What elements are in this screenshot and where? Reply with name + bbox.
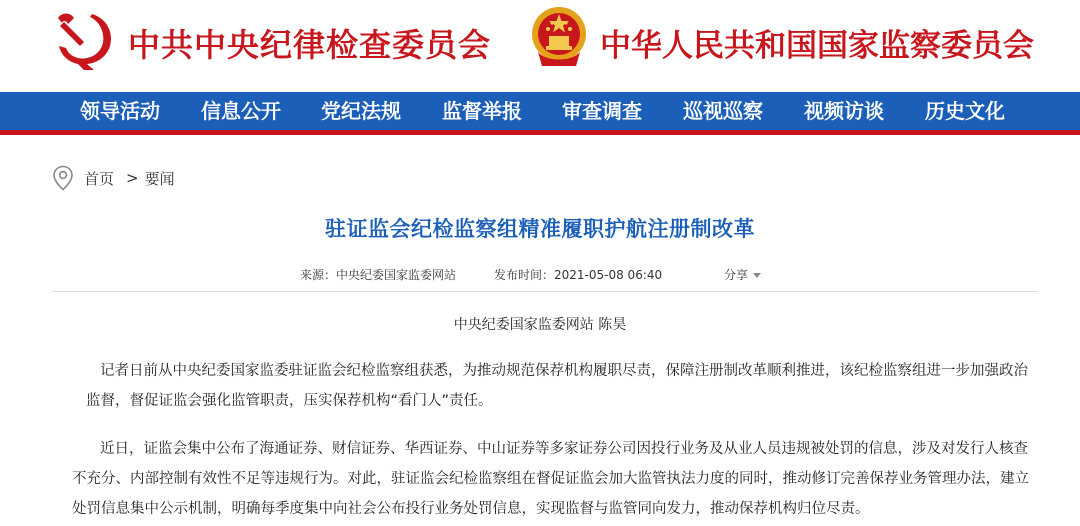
nav-item-report[interactable]: 监督举报: [442, 99, 522, 123]
breadcrumb-current[interactable]: 要闻: [144, 169, 175, 188]
breadcrumb-home[interactable]: 首页: [84, 169, 115, 188]
paragraph-line: 处罚信息集中公示机制，明确每季度集中向社会公布投行业务处罚信息，实现监督与监管同向发力，推动保荐机构归位尽责。: [72, 501, 870, 517]
nav-underline: [0, 130, 1080, 135]
site-header: [0, 0, 1080, 92]
location-pin-icon: [52, 165, 74, 191]
party-emblem-icon: [54, 8, 120, 72]
national-emblem-icon: [528, 4, 590, 70]
nav-item-leadership[interactable]: 领导活动: [80, 99, 160, 123]
article-source: 来源：中央纪委国家监委网站: [300, 268, 457, 282]
paragraph-line: 记者日前从中央纪委国家监委驻证监会纪检监察组获悉，为推动规范保荐机构履职尽责，保障注册制改革顺利推进，该纪检监察组进一步加强政治: [100, 363, 1028, 379]
meta-divider: [52, 291, 1038, 292]
paragraph-line: 不充分、内部控制有效性不足等违规行为。对此，驻证监会纪检监察组在督促证监会加大监管执法力度的同时，推动修订完善保荐业务管理办法，建立: [72, 471, 1029, 487]
main-nav: [0, 92, 1080, 130]
breadcrumb: [52, 164, 175, 192]
chevron-down-icon: [753, 273, 761, 278]
share-label: 分享: [724, 268, 749, 282]
paragraph-line: 监督，督促证监会强化监管职责，压实保荐机构“看门人”责任。: [86, 393, 493, 409]
article-byline: 中央纪委国家监委网站 陈昊: [453, 317, 627, 333]
breadcrumb-separator: >: [126, 169, 139, 187]
nav-item-history[interactable]: 历史文化: [925, 99, 1005, 123]
cdi-site-title[interactable]: 中共中央纪律检查委员会: [128, 26, 492, 64]
nav-item-regulations[interactable]: 党纪法规: [321, 99, 401, 123]
share-button[interactable]: [724, 266, 761, 283]
paragraph-line: 近日，证监会集中公布了海通证券、财信证券、华西证券、中山证券等多家证券公司因投行业务及从业人员违规被处罚的信息，涉及对发行人核查: [100, 441, 1028, 457]
nav-item-video[interactable]: 视频访谈: [804, 99, 884, 123]
nav-item-investigation[interactable]: 审查调查: [562, 99, 642, 123]
article-publish-time: 发布时间：2021-05-08 06:40: [494, 268, 663, 282]
article-title: 驻证监会纪检监察组精准履职护航注册制改革: [325, 217, 755, 241]
article-paragraph-1: [86, 356, 1030, 416]
nav-item-inspection[interactable]: 巡视巡察: [683, 99, 763, 123]
nsc-site-title[interactable]: 中华人民共和国国家监察委员会: [600, 28, 1034, 64]
nav-item-disclosure[interactable]: 信息公开: [201, 99, 281, 123]
article-paragraph-2: [72, 434, 1030, 524]
